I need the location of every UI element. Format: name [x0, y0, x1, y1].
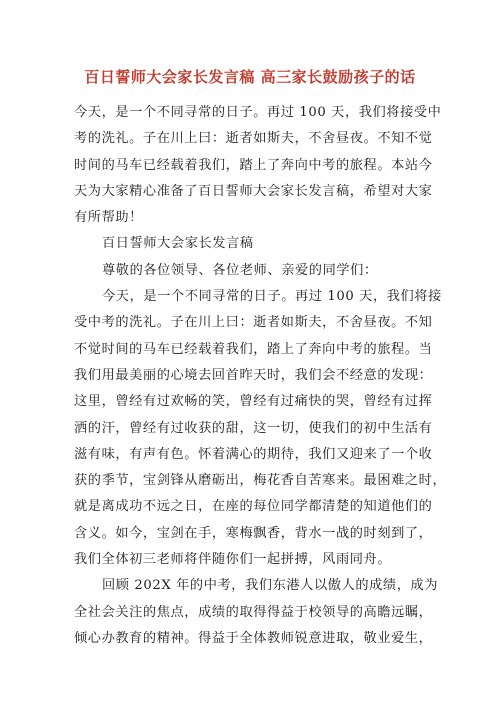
text-line: 有所帮助！ [74, 210, 143, 226]
text-line: 百日誓师大会家长发言稿 [102, 236, 254, 252]
text-line: 滋有味，有声有色。怀着满心的期待，我们又迎来了一个收 [74, 446, 433, 462]
text-line: 尊敬的各位领导、各位老师、亲爱的同学们： [102, 262, 378, 278]
text-line: 今天，是一个不同寻常的日子。再过 100 天，我们将接 [102, 289, 442, 305]
text-line: 今天，是一个不同寻常的日子。再过 100 天，我们将接受中 [74, 105, 442, 120]
text-line: 受中考的洗礼。子在川上曰：逝者如斯夫，不舍昼夜。不知 [74, 315, 433, 331]
text-line: 含义。如今，宝剑在手，寒梅飘香，背水一战的时刻到了， [74, 525, 433, 541]
text-line: 天为大家精心准备了百日誓师大会家长发言稿，希望对大家 [74, 183, 433, 199]
text-line: 不觉时间的马车已经载着我们，踏上了奔向中考的旅程。当 [74, 341, 433, 357]
text-line: 时间的马车已经载着我们，踏上了奔向中考的旅程。本站今 [74, 157, 433, 173]
text-line: 倾心办教育的精神。得益于全体教师锐意进取，敬业爱生， [74, 630, 433, 646]
document-body [74, 100, 447, 652]
text-line: 就是离成功不远之日，在座的每位同学都清楚的知道他们的 [74, 499, 433, 515]
text-line: 考的洗礼。子在川上曰：逝者如斯夫，不舍昼夜。不知不觉 [74, 131, 433, 147]
text-line: 获的季节，宝剑锋从磨砺出，梅花香自苦寒来。最困难之时， [74, 473, 447, 489]
document-title: 百日誓师大会家长发言稿 高三家长鼓励孩子的话 [84, 68, 416, 86]
text-line: 我们全体初三老师将伴随你们一起拼搏，风雨同舟。 [74, 552, 392, 568]
text-line: 洒的汗，曾经有过收获的甜，这一切，使我们的初中生活有 [74, 420, 433, 436]
text-line: 全社会关注的焦点，成绩的取得得益于校领导的高瞻远瞩， [74, 604, 433, 620]
text-line: 我们用最美丽的心境去回首昨天时，我们会不经意的发现： [74, 367, 433, 383]
text-line: 回顾 202X 年的中考，我们东港人以傲人的成绩，成为 [102, 578, 439, 594]
text-line: 这里，曾经有过欢畅的笑，曾经有过痛快的哭，曾经有过挥 [74, 394, 433, 410]
